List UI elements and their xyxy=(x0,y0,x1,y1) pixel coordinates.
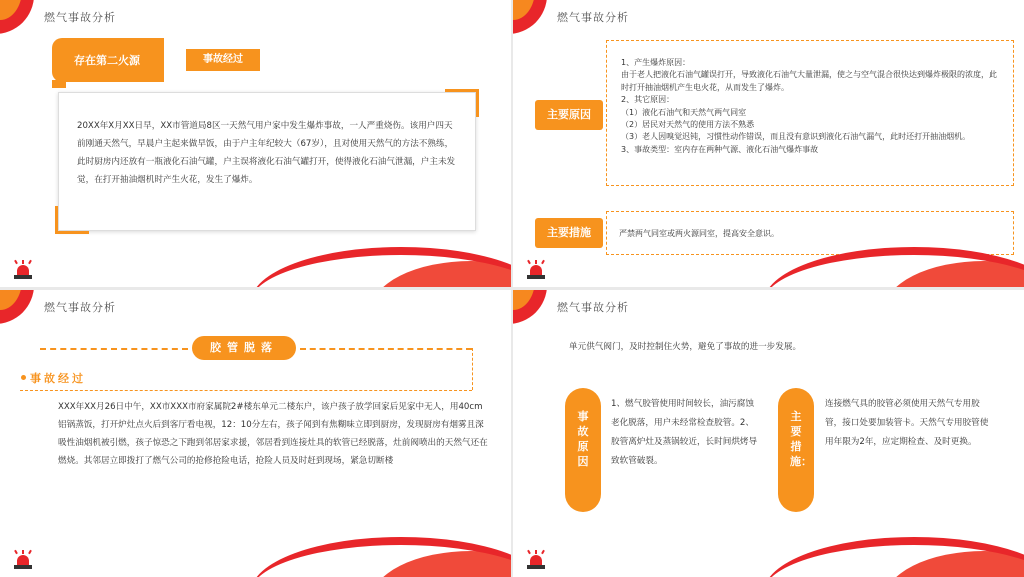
continued-text: 单元供气阀门，及时控制住火势，避免了事故的进一步发展。 xyxy=(569,342,802,352)
cause-line: 由于老人把液化石油气罐误打开，导致液化石油气大量泄漏，使之与空气混合很快达到爆炸极限的浓度，此时打开抽油烟机产生电火花，从而发生了爆炸。 xyxy=(621,70,997,92)
event-label: 事故经过 xyxy=(30,372,86,385)
cause-line: 2、其它原因： xyxy=(621,95,675,105)
dashed-divider xyxy=(300,348,472,350)
section-tab-label: 存在第二火源 xyxy=(74,54,140,67)
cause-lines xyxy=(621,57,1003,156)
alarm-icon xyxy=(527,263,545,279)
cause-line: （3）老人因嗅觉迟钝，习惯性动作错误，而且没有意识到液化石油气漏气，此时还打开抽油烟机。 xyxy=(621,132,971,142)
event-label: 事故经过 xyxy=(186,49,260,71)
cause-line: （1）液化石油气和天然气两气同室 xyxy=(621,107,747,117)
cause-line: 1、产生爆炸原因： xyxy=(621,58,691,67)
alarm-icon xyxy=(14,263,32,279)
content-box xyxy=(58,92,476,231)
dashed-divider xyxy=(472,348,473,390)
slide-3 xyxy=(0,290,511,577)
cause-text: 1、燃气胶管使用时间较长，油污腐蚀老化脱落，用户未经常检查胶管。2、胶管离炉灶及蒸锅较近，长时间烘烤导致软管破裂。 xyxy=(611,399,758,466)
cause-line: 3、事故类型：室内存在两种气源、液化石油气爆炸事故 xyxy=(621,144,819,154)
bracket-decoration xyxy=(445,89,479,117)
dashed-divider xyxy=(20,390,472,391)
wave-decoration xyxy=(764,537,1024,577)
cause-box xyxy=(606,40,1014,186)
cause-line: （2）居民对天然气的使用方法不熟悉 xyxy=(621,119,755,129)
cause-pill-label: 事故原因 xyxy=(577,410,589,468)
bracket-decoration xyxy=(55,206,89,234)
event-description: 20XX年X月XX日早，XX市管道局8区一天然气用户家中发生爆炸事故，一人严重烧伤。该用户四天前刚通天然气，早晨户主起来做早饭，由于户主年纪较大（67岁），且对使用天然气的方法不熟练，此时厨房内还放有一瓶液化石油气罐，户主误将液化石油气罐打开，使得液化石油气泄漏，户主未发觉，在打开抽油烟机时产生火花，发生了爆炸。 xyxy=(77,121,456,186)
measure-text: 连接燃气具的胶管必须使用天然气专用胶管，接口处要加装管卡。天然气专用胶管使用年限为2年，应定期检查、及时更换。 xyxy=(825,399,989,447)
alarm-icon xyxy=(527,553,545,569)
event-description: XXX年XX月26日中午，XX市XXX市府家属院2#楼东单元二楼东户，该户孩子放学回家后见家中无人，用40cm铝锅蒸饭，打开炉灶点火后到客厅看电视，12：10分左右，孩子闻到有焦糊味立即到厨房，发现厨房有烟雾且深吸性油烟机被引燃，孩子惊恐之下跑到邻居家求援，邻居看到连接灶具的软管已经脱落，灶前阀喷出的天然气还在燃烧。其邻居立即拨打了燃气公司的抢修抢险电话，抢险人员及时赶到现场，紧急切断楼 xyxy=(58,402,488,467)
slide-title: 燃气事故分析 xyxy=(557,301,629,314)
measure-text: 严禁两气同室或两火源同室，提高安全意识。 xyxy=(619,229,779,238)
measure-label: 主要措施 xyxy=(535,218,603,248)
slide-2 xyxy=(513,0,1024,287)
slide-4 xyxy=(513,290,1024,577)
alarm-icon xyxy=(14,553,32,569)
slide-title: 燃气事故分析 xyxy=(44,301,116,314)
section-tab xyxy=(52,38,164,82)
wave-decoration xyxy=(251,247,511,287)
slide-1 xyxy=(0,0,511,287)
slide-title: 燃气事故分析 xyxy=(44,11,116,24)
measure-pill xyxy=(778,388,814,512)
cause-pill xyxy=(565,388,601,512)
cause-label: 主要原因 xyxy=(535,100,603,130)
measure-pill-label: 主要措施： xyxy=(790,410,812,468)
dashed-divider xyxy=(40,348,188,350)
section-pill: 胶管脱落 xyxy=(192,336,296,360)
slide-title: 燃气事故分析 xyxy=(557,11,629,24)
wave-decoration xyxy=(251,537,511,577)
bullet-dot xyxy=(21,375,26,380)
